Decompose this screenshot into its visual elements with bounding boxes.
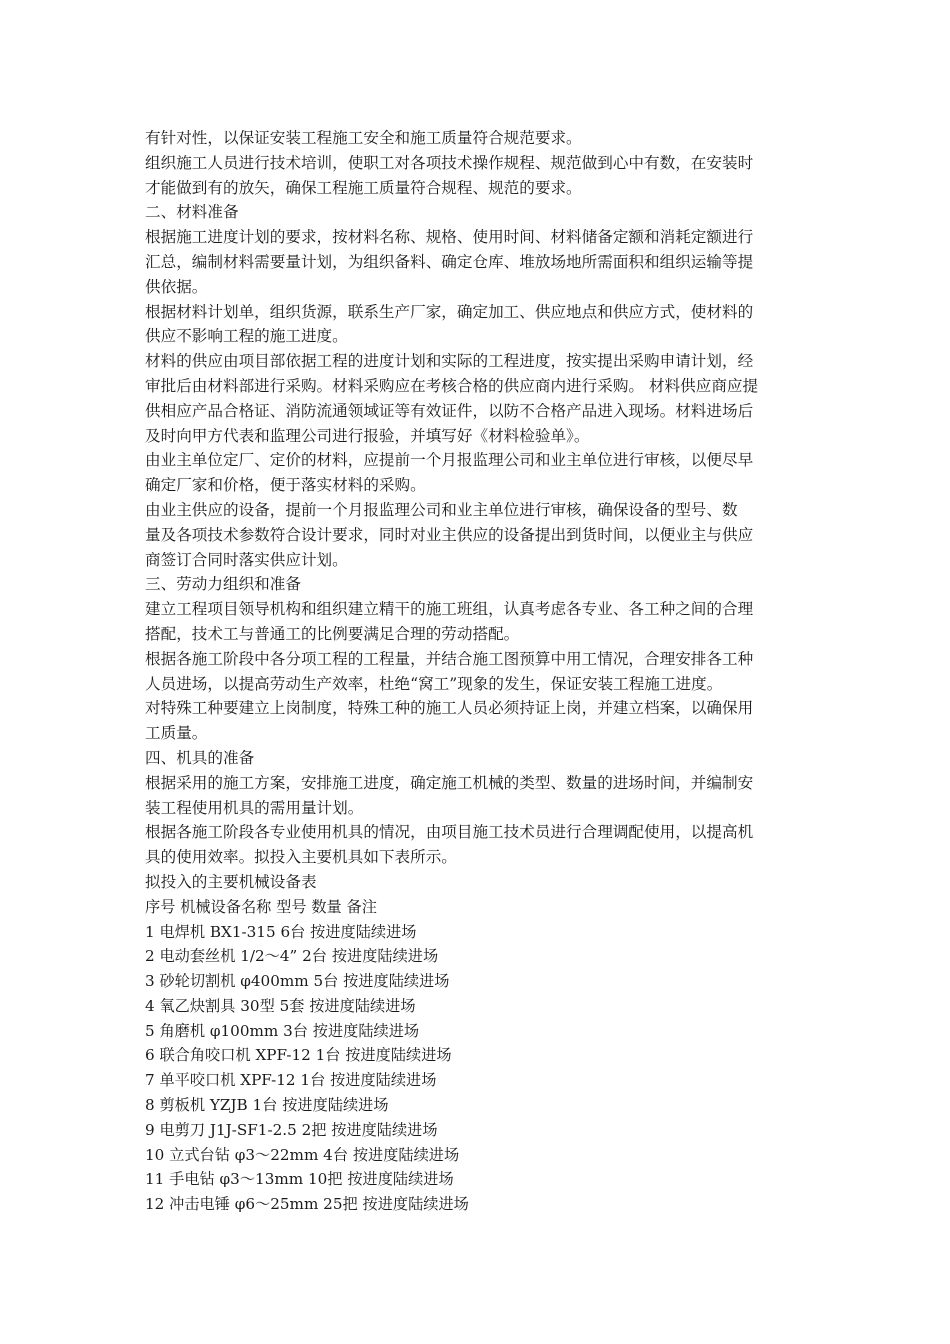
table-title: 拟投入的主要机械设备表: [145, 872, 317, 891]
text-line: 根据采用的施工方案，安排施工进度，确定施工机械的类型、数量的进场时间，并编制安: [145, 773, 754, 792]
text-line: 根据材料计划单，组织货源，联系生产厂家，确定加工、供应地点和供应方式，使材料的: [145, 302, 754, 321]
text-line: 搭配，技术工与普通工的比例要满足合理的劳动搭配。: [145, 624, 520, 643]
table-row: 6 联合角咬口机 XPF-12 1台 按进度陆续进场: [145, 1046, 452, 1065]
table-header: 序号 机械设备名称 型号 数量 备注: [145, 897, 377, 916]
text-line: 汇总，编制材料需要量计划，为组织备料、确定仓库、堆放场地所需面积和组织运输等提: [145, 252, 754, 271]
table-row: 8 剪板机 YZJB 1台 按进度陆续进场: [145, 1096, 389, 1115]
table-row: 10 立式台钻 φ3～22mm 4台 按进度陆续进场: [145, 1145, 460, 1164]
table-row: 3 砂轮切割机 φ400mm 5台 按进度陆续进场: [145, 972, 450, 991]
text-line: 根据各施工阶段各专业使用机具的情况，由项目施工技术员进行合理调配使用，以提高机: [145, 823, 754, 842]
table-row: 12 冲击电锤 φ6～25mm 25把 按进度陆续进场: [145, 1195, 469, 1214]
table-row: 7 单平咬口机 XPF-12 1台 按进度陆续进场: [145, 1071, 437, 1090]
text-line: 商签订合同时落实供应计划。: [145, 550, 348, 569]
table-row: 1 电焊机 BX1-315 6台 按进度陆续进场: [145, 922, 417, 941]
table-row: 2 电动套丝机 1/2～4” 2台 按进度陆续进场: [145, 947, 439, 966]
text-line: 材料的供应由项目部依据工程的进度计划和实际的工程进度，按实提出采购申请计划，经: [145, 352, 754, 371]
text-line: 人员进场，以提高劳动生产效率，杜绝“窝工”现象的发生，保证安装工程施工进度。: [145, 674, 723, 693]
text-line: 有针对性，以保证安装工程施工安全和施工质量符合规范要求。: [145, 129, 582, 147]
text-line: 供相应产品合格证、消防流通领域证等有效证件，以防不合格产品进入现场。材料进场后: [145, 401, 754, 420]
text-line: 由业主供应的设备，提前一个月报监理公司和业主单位进行审核，确保设备的型号、数: [145, 500, 738, 519]
document-body: [145, 126, 810, 895]
text-line: 工质量。: [145, 724, 208, 743]
text-line: 才能做到有的放矢，确保工程施工质量符合规程、规范的要求。: [145, 178, 582, 197]
table-row: 5 角磨机 φ100mm 3台 按进度陆续进场: [145, 1021, 420, 1040]
text-line: 供应不影响工程的施工进度。: [145, 327, 348, 346]
text-line: 根据施工进度计划的要求，按材料名称、规格、使用时间、材料储备定额和消耗定额进行: [145, 228, 754, 247]
text-line: 根据各施工阶段中各分项工程的工程量，并结合施工图预算中用工情况，合理安排各工种: [145, 649, 754, 668]
section-heading-labor: 三、劳动力组织和准备: [145, 575, 301, 594]
text-line: 建立工程项目领导机构和组织建立精干的施工班组，认真考虑各专业、各工种之间的合理: [145, 600, 754, 619]
table-row: 4 氧乙炔割具 30型 5套 按进度陆续进场: [145, 996, 416, 1015]
table-row: 9 电剪刀 J1J-SF1-2.5 2把 按进度陆续进场: [145, 1120, 438, 1139]
text-line: 具的使用效率。拟投入主要机具如下表所示。: [145, 848, 457, 867]
section-heading-materials: 二、材料准备: [145, 203, 239, 222]
text-line: 量及各项技术参数符合设计要求，同时对业主供应的设备提出到货时间，以便业主与供应: [145, 525, 754, 544]
text-line: 对特殊工种要建立上岗制度，特殊工种的施工人员必须持证上岗，并建立档案，以确保用: [145, 699, 754, 718]
equipment-table: [145, 895, 810, 1217]
text-line: 组织施工人员进行技术培训，使职工对各项技术操作规程、规范做到心中有数，在安装时: [145, 153, 754, 172]
table-row: 11 手电钻 φ3～13mm 10把 按进度陆续进场: [145, 1170, 454, 1189]
text-line: 审批后由材料部进行采购。材料采购应在考核合格的供应商内进行采购。 材料供应商应提: [145, 376, 759, 395]
text-line: 供依据。: [145, 277, 208, 296]
text-line: 由业主单位定厂、定价的材料，应提前一个月报监理公司和业主单位进行审核，以便尽早: [145, 451, 754, 470]
text-line: 装工程使用机具的需用量计划。: [145, 798, 364, 817]
document-page: [145, 126, 810, 1217]
text-line: 确定厂家和价格，便于落实材料的采购。: [145, 476, 426, 495]
section-heading-equipment: 四、机具的准备: [145, 748, 255, 767]
text-line: 及时向甲方代表和监理公司进行报验，并填写好《材料检验单》。: [145, 426, 590, 445]
